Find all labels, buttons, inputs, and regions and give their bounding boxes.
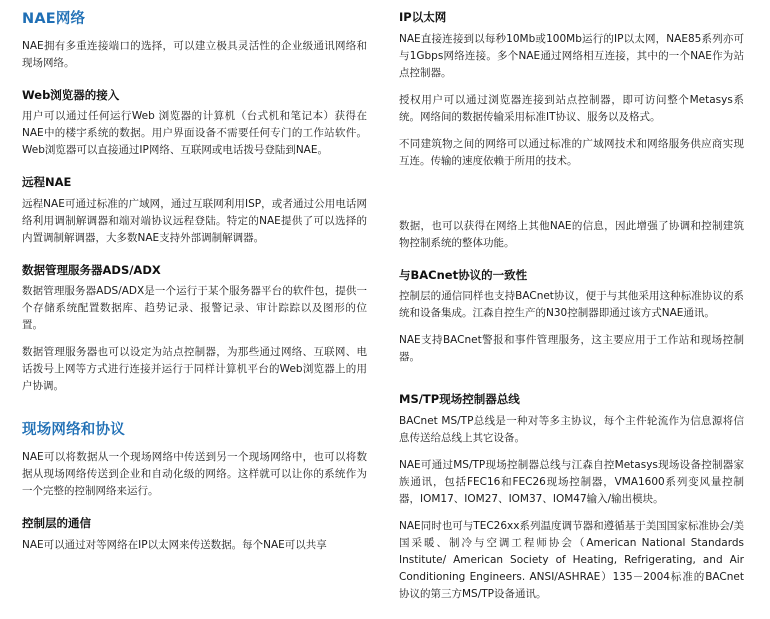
block-continued-paragraph (399, 218, 744, 252)
subsection-heading-ip-ethernet: IP以太网 (399, 10, 447, 24)
subsection-heading-bacnet-consistency: 与BACnet协议的一致性 (399, 267, 528, 282)
block-field-network-protocol (22, 421, 367, 500)
paragraph-field-network-protocol-1: NAE可以将数据从一个现场网络中传送到另一个现场网络中，也可以将数据从现场网络传送到企业和自动化级的网络。这样就可以让你的系统作为一个完整的控制网络来运行。 (22, 451, 367, 498)
paragraph-continued-1: 数据，也可以获得在网络上其他NAE的信息，因此增强了协调和控制建筑物控制系统的整体功能。 (399, 219, 744, 249)
paragraph-control-layer-communication-1: NAE可以通过对等网络在IP以太网来传送数据。每个NAE可以共享 (22, 538, 327, 551)
subsection-heading-control-layer-communication: 控制层的通信 (22, 516, 91, 531)
paragraph-ip-ethernet-2: 授权用户可以通过浏览器连接到站点控制器，即可访问整个Metasys系统。网络间的数据传输采用标准IT协议、服务以及格式。 (399, 93, 744, 123)
subsection-heading-web-browser-access: Web浏览器的接入 (22, 87, 120, 102)
paragraph-bacnet-consistency-1: 控制层的通信同样也支持BACnet协议，便于与其他采用这种标准协议的系统和设备集成。江森自控生产的N30控制器即通过该方式NAE通讯。 (399, 290, 744, 320)
block-bacnet-consistency (399, 268, 744, 367)
block-remote-nae (22, 175, 367, 247)
paragraph-remote-nae-1: 远程NAE可通过标准的广域网，通过互联网利用ISP，或者通过公用电话网络利用调制解调器和端对端协议远程登陆。特定的NAE提供了可以选择的内置调制解调器，大多数NAE支持外部调制解调器。 (22, 197, 367, 244)
section-spacer-right (399, 382, 744, 392)
paragraph-ip-ethernet-3: 不同建筑物之间的网络可以通过标准的广域网技术和网络服务供应商实现互连。传输的速度依赖于所用的技术。 (399, 137, 744, 167)
paragraph-ms-tp-3: NAE同时也可与TEC26xx系列温度调节器和遵循基于美国国家标准协会/美国采暖、制冷与空调工程师协会（American National Standards Institute/ American Society of Heating, Refrigerating, and Air Conditioning Engineers. ANSI/ASHRAE）135－2004标准的BACnet协议的第三方MS/TP设备通讯。 (399, 519, 744, 600)
block-nae-network (22, 10, 367, 72)
section-heading-field-network-protocol: 现场网络和协议 (22, 422, 125, 439)
block-data-management-server (22, 263, 367, 396)
paragraph-ip-ethernet-1: NAE直接连接到以每秒10Mb或100Mb运行的IP以太网，NAE85系列亦可与1Gbps网络连接。多个NAE通过网络相互连接，其中的一个NAE作为站点控制器。 (399, 32, 744, 79)
left-column (22, 10, 367, 570)
block-web-browser-access (22, 88, 367, 160)
paragraph-nae-network-1: NAE拥有多重连接端口的选择，可以建立极具灵活性的企业级通讯网络和现场网络。 (22, 39, 367, 69)
subsection-heading-data-management-server: 数据管理服务器ADS/ADX (22, 262, 161, 277)
paragraph-ms-tp-2: NAE可通过MS/TP现场控制器总线与江森自控Metasys现场设备控制器家族通讯，包括FEC16和FEC26现场控制器，VMA1600系列变风量控制器，IOM17、IOM27、IOM37、IOM47输入/输出模块。 (399, 458, 744, 505)
paragraph-web-browser-access-1: 用户可以通过任何运行Web 浏览器的计算机（台式机和笔记本）获得在NAE中的楼宇系统的数据。用户界面设备不需要任何专门的工作站软件。Web浏览器可以直接通过IP网络、互联网或电话拨号登陆到NAE。 (22, 110, 367, 157)
paragraph-ms-tp-1: BACnet MS/TP总线是一种对等多主协议，每个主件轮流作为信息源将信息传送给总线上其它设备。 (399, 414, 744, 444)
paragraph-data-management-server-2: 数据管理服务器也可以设定为站点控制器，为那些通过网络、互联网、电话拨号上网等方式进行连接并运行于同样计算机平台的Web浏览器上的用户协调。 (22, 346, 367, 393)
subsection-heading-remote-nae: 远程NAE (22, 175, 72, 190)
block-ip-ethernet (399, 10, 744, 170)
subsection-heading-ms-tp-field-controller-bus: MS/TP现场控制器总线 (399, 392, 520, 407)
section-spacer (22, 411, 367, 421)
two-column-layout (22, 10, 748, 619)
paragraph-data-management-server-1: 数据管理服务器ADS/ADX是一个运行于某个服务器平台的软件包，提供一个存储系统配置数据库、趋势记录、报警记录、审计踪踪以及图形的位置。 (22, 285, 367, 332)
right-column (399, 10, 744, 619)
paragraph-bacnet-consistency-2: NAE支持BACnet警报和事件管理服务，这主要应用于工作站和现场控制器。 (399, 334, 744, 364)
section-heading-nae-network: NAE网络 (22, 11, 86, 27)
block-control-layer-communication (22, 516, 367, 554)
block-ms-tp-field-controller-bus (399, 392, 744, 603)
